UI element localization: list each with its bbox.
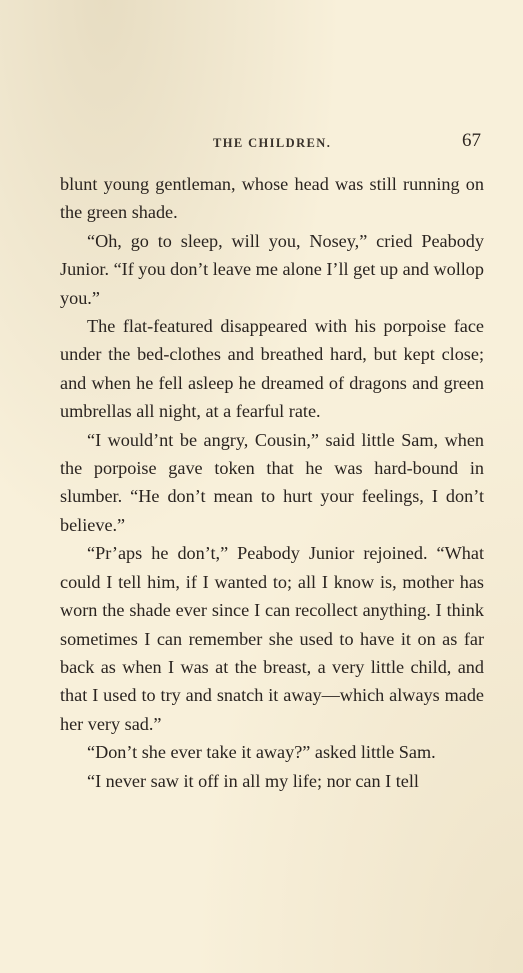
body-text	[60, 170, 484, 795]
paragraph-continuation: blunt young gentleman, whose head was still running on the green shade.	[60, 174, 484, 223]
paragraph: “I never saw it off in all my life; nor can I tell	[87, 770, 419, 791]
page-number: 67	[462, 130, 481, 151]
paragraph: “Oh, go to sleep, will you, Nosey,” cried Peabody Junior. “If you don’t leave me alone I’ll get up and wollop you.”	[60, 230, 484, 308]
running-head-title: THE CHILDREN.	[213, 136, 332, 150]
paragraph: The flat-featured disappeared with his porpoise face under the bed-clothes and breathed hard, but kept close; and when he fell asleep he dreamed of dragons and green umbrellas all night, at a fearful rate.	[60, 316, 484, 422]
paragraph: “I would’nt be angry, Cousin,” said little Sam, when the porpoise gave token that he was hard-bound in slumber. “He don’t mean to hurt your feelings, I don’t believe.”	[60, 429, 484, 535]
paragraph: “Pr’aps he don’t,” Peabody Junior rejoined. “What could I tell him, if I wanted to; all I know is, mother has worn the shade ever since I can recollect anything. I think sometimes I can remember she used to have it on as far back as when I was at the breast, a very little child, and that I used to try and snatch it away—which always made her very sad.”	[60, 543, 484, 734]
running-head	[0, 130, 523, 156]
paragraph: “Don’t she ever take it away?” asked little Sam.	[87, 742, 436, 763]
